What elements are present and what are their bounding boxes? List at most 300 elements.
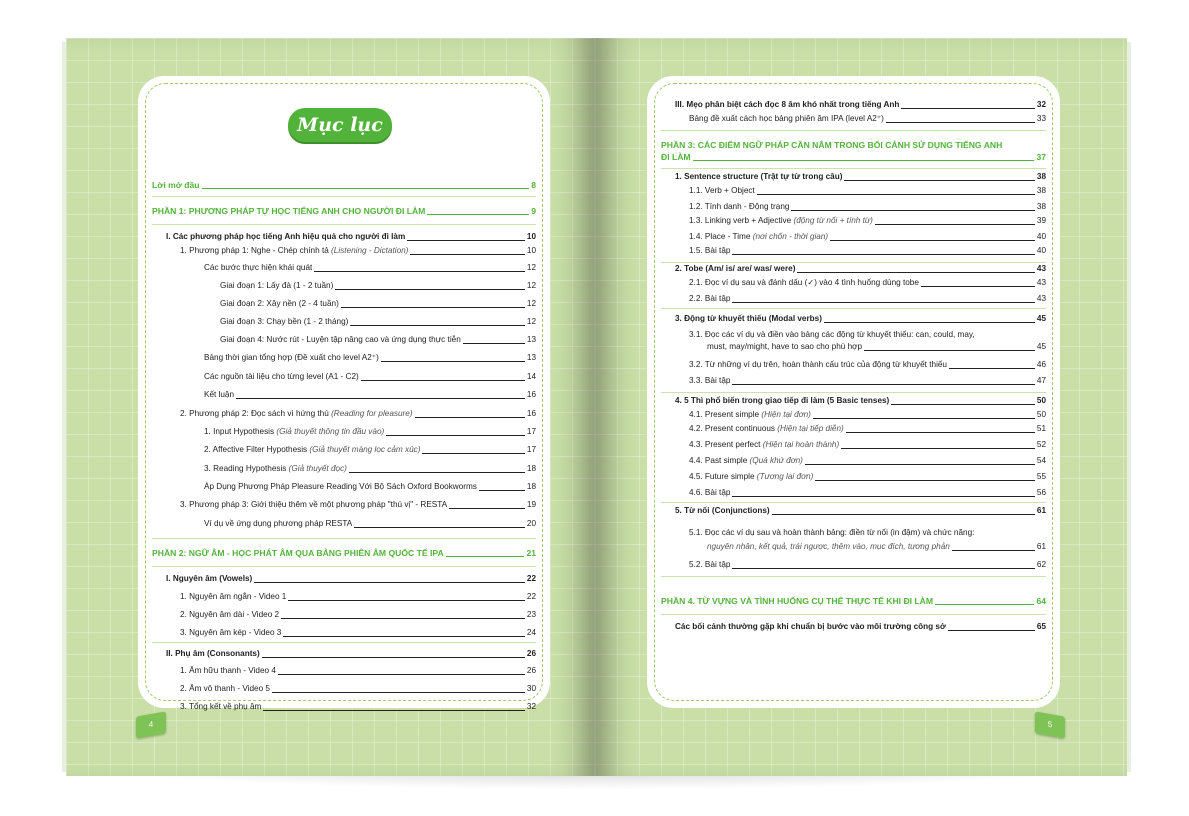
toc-entry-title [661, 140, 1002, 150]
toc-entry-text: III. Mẹo phân biệt cách đọc 8 âm khó nhất trong tiếng Anh [675, 100, 900, 109]
toc-entry-title [180, 409, 413, 419]
toc-page-number: 21 [526, 548, 536, 558]
toc-entry-title [689, 376, 730, 386]
toc-entry [152, 684, 536, 694]
toc-entry [661, 172, 1046, 182]
toc-leader-line [732, 568, 1034, 569]
toc-page-number: 62 [1036, 560, 1046, 569]
section-separator [661, 308, 1046, 309]
toc-entry-text: PHẦN 2: NGỮ ÂM - HỌC PHÁT ÂM QUA BẢNG PHIÊN ÂM QUỐC TẾ IPA [152, 548, 444, 558]
toc-entry-title [180, 246, 408, 256]
toc-entry-title [180, 702, 261, 712]
section-separator [661, 168, 1046, 169]
toc-entry-text: Giai đoạn 4: Nước rút - Luyện tập nâng cao và ứng dụng thực tiễn [220, 335, 461, 344]
toc-entry [152, 390, 536, 400]
toc-entry [661, 246, 1046, 256]
left-page-number: 4 [136, 711, 166, 738]
toc-entry [152, 500, 536, 510]
toc-entry-text: 3.1. Đọc các ví dụ và điền vào bảng các động từ khuyết thiếu: can, could, may, [689, 330, 975, 339]
toc-entry-text: Kết luận [204, 390, 235, 399]
toc-entry-text: ĐI LÀM [661, 152, 691, 162]
toc-entry-title [675, 264, 795, 274]
toc-entry-text: 2.2. Bài tập [689, 294, 731, 303]
toc-leader-line [341, 307, 525, 308]
toc-entry [661, 622, 1046, 632]
toc-leader-line [830, 240, 1035, 241]
toc-entry-translation: (động từ nối + tính từ) [791, 216, 873, 225]
toc-entry-title [204, 519, 352, 529]
toc-leader-line [314, 271, 525, 272]
toc-entry [661, 488, 1046, 498]
toc-entry [661, 472, 1046, 482]
toc-entry [152, 666, 536, 676]
toc-page-number: 13 [526, 353, 536, 362]
toc-entry-title [689, 440, 839, 450]
toc-entry [661, 186, 1046, 196]
toc-leader-line [262, 657, 525, 658]
section-separator [661, 614, 1046, 615]
toc-leader-line [446, 556, 525, 557]
toc-entry [152, 574, 536, 584]
toc-entry-translation: (Giả thuyết đọc) [286, 464, 347, 473]
toc-page-number: 19 [526, 500, 536, 509]
toc-entry [152, 299, 536, 309]
section-separator [152, 538, 536, 539]
toc-entry-translation: (Hiện tại tiếp diễn) [775, 424, 844, 433]
toc-page-number: 37 [1036, 152, 1046, 162]
toc-entry [661, 396, 1046, 406]
toc-entry-title [675, 314, 822, 324]
toc-page-number: 61 [1036, 506, 1046, 515]
toc-leader-line [361, 380, 525, 381]
right-toc-card [647, 76, 1060, 708]
toc-leader-line [263, 710, 525, 711]
toc-entry-title [180, 592, 286, 602]
toc-entry-title [689, 114, 884, 124]
toc-entry [661, 202, 1046, 212]
toc-page-number: 17 [526, 427, 536, 436]
toc-leader-line [732, 254, 1034, 255]
toc-entry-title [689, 294, 730, 304]
toc-leader-line [935, 604, 1034, 605]
toc-entry [661, 424, 1046, 434]
toc-entry-text: 1. Sentence structure (Trật tự từ trong câu) [675, 172, 843, 181]
toc-page-number: 40 [1036, 232, 1046, 241]
toc-page-number: 50 [1036, 410, 1046, 419]
toc-page-number: 26 [526, 649, 536, 658]
toc-page-number: 14 [526, 372, 536, 381]
toc-entry-text: 3. Reading Hypothesis [204, 464, 287, 473]
toc-entry [152, 246, 536, 256]
toc-entry-text: 2. Affective Filter Hypothesis [204, 445, 308, 454]
section-separator [661, 576, 1046, 577]
toc-entry-title [180, 500, 447, 510]
toc-leader-line [479, 490, 525, 491]
toc-leader-line [407, 240, 525, 241]
toc-entry [661, 152, 1046, 162]
toc-entry-translation: (Listening - Dictation) [328, 246, 409, 255]
toc-page-number: 12 [526, 317, 536, 326]
toc-entry-title [675, 622, 946, 632]
toc-leader-line [891, 404, 1035, 405]
toc-page-number: 18 [526, 482, 536, 491]
toc-entry [152, 263, 536, 273]
toc-entry-text: Lời mở đầu [152, 180, 200, 190]
toc-leader-line [354, 527, 525, 528]
right-page-number: 5 [1035, 711, 1065, 738]
toc-page-number: 13 [526, 335, 536, 344]
toc-entry-text: Bảng đề xuất cách học bảng phiên âm IPA (level A2⁺) [689, 114, 884, 123]
toc-page-number: 43 [1036, 264, 1046, 273]
section-separator [152, 224, 536, 225]
toc-leader-line [886, 122, 1035, 123]
toc-entry [152, 628, 536, 638]
toc-entry-title [166, 649, 260, 659]
toc-entry-text: 4.4. Past simple [689, 456, 748, 465]
toc-entry [152, 335, 536, 345]
toc-leader-line [732, 384, 1034, 385]
toc-page-number: 32 [526, 702, 536, 711]
section-separator [152, 196, 536, 197]
toc-leader-line [952, 550, 1035, 551]
toc-page-number: 23 [526, 610, 536, 619]
toc-entry-text: Giai đoạn 1: Lấy đà (1 - 2 tuần) [220, 281, 334, 290]
toc-page-number: 8 [531, 180, 536, 190]
section-separator [661, 262, 1046, 263]
toc-entry-text: 1. Phương pháp 1: Nghe - Chép chính tả [180, 246, 329, 255]
toc-title: Mục lục [288, 108, 392, 142]
toc-entry-translation: (Giả thuyết màng lọc cảm xúc) [307, 445, 421, 454]
toc-entry [661, 100, 1046, 110]
toc-entry-text: 4.1. Present simple [689, 410, 760, 419]
toc-leader-line [797, 272, 1034, 273]
toc-entry-text: 1. Input Hypothesis [204, 427, 275, 436]
toc-entry-title [220, 317, 348, 327]
toc-entry-title [689, 560, 730, 570]
toc-entry-text: 1.5. Bài tập [689, 246, 731, 255]
toc-leader-line [236, 398, 525, 399]
toc-entry-title [689, 456, 803, 466]
toc-leader-line [350, 325, 525, 326]
toc-page-number: 17 [526, 445, 536, 454]
toc-entry-text: 1.4. Place - Time [689, 232, 751, 241]
toc-page-number: 52 [1036, 440, 1046, 449]
toc-leader-line [422, 453, 524, 454]
toc-page-number: 40 [1036, 246, 1046, 255]
toc-entry-translation: (nơi chốn - thời gian) [750, 232, 829, 241]
toc-page-number: 43 [1036, 294, 1046, 303]
toc-entry-text: Giai đoạn 2: Xây nền (2 - 4 tuần) [220, 299, 339, 308]
toc-entry [661, 330, 1046, 340]
toc-entry-text: 3. Động từ khuyết thiếu (Modal verbs) [675, 314, 822, 323]
toc-leader-line [463, 343, 525, 344]
toc-entry-text: 5. Từ nối (Conjunctions) [675, 506, 770, 515]
toc-leader-line [386, 435, 525, 436]
toc-entry-title [675, 506, 770, 516]
toc-entry-title [689, 472, 813, 482]
toc-entry-title [661, 596, 933, 606]
toc-page-number: 33 [1036, 114, 1046, 123]
toc-entry-text: 4.5. Future simple [689, 472, 755, 481]
toc-entry-translation: (Hiện tại đơn) [759, 410, 811, 419]
right-page [595, 38, 1127, 776]
toc-entry-text: PHẦN 4. TỪ VỰNG VÀ TÌNH HUỐNG CỤ THỂ THỰC TẾ KHI ĐI LÀM [661, 596, 934, 606]
toc-entry [152, 464, 536, 474]
toc-entry-title [152, 206, 425, 216]
toc-leader-line [349, 472, 525, 473]
toc-entry [152, 649, 536, 659]
toc-entry-title [689, 424, 844, 434]
toc-entry-text: Ví dụ về ứng dụng phương pháp RESTA [204, 519, 353, 528]
section-separator [661, 130, 1046, 131]
toc-entry-text: 4.2. Present continuous [689, 424, 776, 433]
toc-entry-title [220, 299, 339, 309]
toc-leader-line [732, 496, 1034, 497]
toc-leader-line [948, 630, 1035, 631]
toc-entry-title [689, 410, 811, 420]
toc-entry-text: 3. Tổng kết về phụ âm [180, 702, 262, 711]
toc-leader-line [381, 361, 525, 362]
toc-entry [661, 528, 1046, 538]
toc-leader-line [805, 464, 1035, 465]
toc-entry-title [204, 390, 234, 400]
toc-entry [661, 264, 1046, 274]
toc-leader-line [921, 286, 1035, 287]
toc-leader-line [901, 108, 1034, 109]
toc-entry-title [152, 180, 200, 190]
toc-leader-line [254, 582, 525, 583]
toc-page-number: 47 [1036, 376, 1046, 385]
toc-leader-line [281, 618, 525, 619]
toc-entry [152, 206, 536, 216]
toc-entry [152, 317, 536, 327]
toc-page-number: 22 [526, 592, 536, 601]
toc-entry-text: must, may/might, have to sao cho phù hợp [707, 342, 863, 351]
toc-entry-title [204, 482, 477, 492]
toc-page-number: 12 [526, 281, 536, 290]
toc-entry-title [707, 342, 862, 352]
toc-entry-title [689, 232, 828, 242]
toc-leader-line [813, 418, 1035, 419]
toc-entry-title [180, 684, 270, 694]
section-separator [152, 566, 536, 567]
toc-leader-line [824, 322, 1035, 323]
toc-page-number: 45 [1036, 342, 1046, 351]
toc-entry-title [204, 427, 384, 437]
toc-entry [152, 427, 536, 437]
toc-leader-line [846, 432, 1035, 433]
toc-page-number: 12 [526, 263, 536, 272]
toc-leader-line [844, 180, 1034, 181]
toc-entry-text: 4.6. Bài tập [689, 488, 731, 497]
toc-entry-text: 3. Phương pháp 3: Giới thiệu thêm về một phương pháp "thú vị" - RESTA [180, 500, 448, 509]
toc-entry-title [689, 186, 755, 196]
toc-entry [661, 278, 1046, 288]
toc-entry [152, 372, 536, 382]
toc-page-number: 12 [526, 299, 536, 308]
toc-entry [661, 456, 1046, 466]
toc-entry-text: 1.1. Verb + Object [689, 186, 755, 195]
toc-entry-translation: (Hiện tại hoàn thành) [760, 440, 840, 449]
toc-entry [152, 482, 536, 492]
toc-entry-text: 4. 5 Thì phổ biến trong giao tiếp đi làm (5 Basic tenses) [675, 396, 890, 405]
toc-entry [152, 281, 536, 291]
toc-entry-text: Áp Dụng Phương Pháp Pleasure Reading Với Bộ Sách Oxford Bookworms [204, 482, 477, 491]
toc-entry [152, 353, 536, 363]
toc-entry-title [152, 548, 444, 558]
toc-page-number: 38 [1036, 202, 1046, 211]
toc-leader-line [283, 636, 525, 637]
toc-entry-title [689, 246, 730, 256]
toc-entry-text: 5.2. Bài tập [689, 560, 731, 569]
toc-leader-line [841, 448, 1035, 449]
toc-entry [661, 376, 1046, 386]
toc-page-number: 10 [526, 246, 536, 255]
toc-leader-line [732, 302, 1034, 303]
toc-entry-text: 1. Âm hữu thanh - Video 4 [180, 666, 276, 675]
toc-page-number: 16 [526, 390, 536, 399]
toc-page-number: 32 [1036, 100, 1046, 109]
toc-entry [661, 140, 1046, 150]
toc-entry [661, 410, 1046, 420]
toc-entry-text: Các bối cảnh thường gặp khi chuẩn bị bước vào môi trường công sở [675, 622, 946, 631]
toc-page-number: 43 [1036, 278, 1046, 287]
toc-page-number: 38 [1036, 172, 1046, 181]
toc-page-number: 54 [1036, 456, 1046, 465]
section-separator [152, 642, 536, 643]
toc-leader-line [815, 480, 1035, 481]
toc-entry [661, 506, 1046, 516]
toc-page-number: 55 [1036, 472, 1046, 481]
toc-entry [152, 702, 536, 712]
toc-entry-text: PHẦN 1: PHƯƠNG PHÁP TỰ HỌC TIẾNG ANH CHO NGƯỜI ĐI LÀM [152, 206, 426, 216]
toc-entry-title [166, 232, 405, 242]
toc-entry-title [204, 464, 347, 474]
left-page [66, 38, 595, 776]
section-separator [661, 392, 1046, 393]
toc-entry-text: 3.3. Bài tập [689, 376, 731, 385]
section-separator [661, 502, 1046, 503]
toc-page-number: 9 [531, 206, 536, 216]
toc-entry-text: 2. Nguyên âm dài - Video 2 [180, 610, 280, 619]
toc-page-number: 20 [526, 519, 536, 528]
toc-entry-text: 5.1. Đọc các ví dụ sau và hoàn thành bảng: điền từ nối (in đậm) và chức năng: [689, 528, 975, 537]
toc-entry-text: 4.3. Present perfect [689, 440, 761, 449]
toc-entry-text: 1.2. Tính danh - Động trạng [689, 202, 790, 211]
toc-entry-text: 2. Âm vô thanh - Video 5 [180, 684, 270, 693]
toc-entry-title [204, 372, 359, 382]
toc-entry-title [675, 396, 889, 406]
toc-page-number: 22 [526, 574, 536, 583]
toc-leader-line [415, 417, 525, 418]
toc-entry-title [675, 172, 842, 182]
toc-leader-line [449, 508, 525, 509]
toc-entry-title [180, 628, 281, 638]
toc-entry-text: Bảng thời gian tổng hợp (Đề xuất cho level A2⁺) [204, 353, 379, 362]
toc-page-number: 30 [526, 684, 536, 693]
toc-page-number: 24 [526, 628, 536, 637]
toc-page-number: 18 [526, 464, 536, 473]
toc-page-number: 16 [526, 409, 536, 418]
toc-page-number: 38 [1036, 186, 1046, 195]
toc-entry [661, 542, 1046, 552]
toc-entry [152, 610, 536, 620]
toc-page-number: 51 [1036, 424, 1046, 433]
toc-entry-title [689, 216, 873, 226]
toc-entry-title [220, 281, 333, 291]
toc-entry [152, 180, 536, 190]
toc-entry-text: 3.2. Từ những ví dụ trên, hoàn thành cấu trúc của động từ khuyết thiếu [689, 360, 947, 369]
toc-entry [661, 360, 1046, 370]
toc-page-number: 39 [1036, 216, 1046, 225]
toc-entry-text: 1.3. Linking verb + Adjective [689, 216, 792, 225]
toc-leader-line [288, 600, 525, 601]
toc-entry-text: Giai đoạn 3: Chạy bền (1 - 2 tháng) [220, 317, 349, 326]
toc-entry-title [707, 542, 950, 552]
toc-entry [661, 216, 1046, 226]
toc-entry-title [180, 610, 279, 620]
toc-entry-text: Các bước thực hiện khái quát [204, 263, 313, 272]
toc-leader-line [772, 514, 1035, 515]
toc-entry-title [204, 263, 312, 273]
toc-page-number: 64 [1036, 596, 1046, 606]
toc-entry [152, 519, 536, 529]
toc-entry [152, 232, 536, 242]
toc-entry-title [661, 152, 691, 162]
toc-leader-line [875, 224, 1035, 225]
toc-leader-line [427, 214, 529, 215]
toc-page-number: 26 [526, 666, 536, 675]
toc-entry-translation: (Giả thuyết thông tin đầu vào) [274, 427, 385, 436]
toc-entry-translation: nguyên nhân, kết quả, trái ngược, thêm vào, mục đích, tương phản [707, 542, 950, 551]
toc-leader-line [278, 674, 525, 675]
toc-leader-line [272, 692, 525, 693]
toc-entry [152, 409, 536, 419]
toc-leader-line [757, 194, 1035, 195]
toc-entry-title [689, 360, 947, 370]
toc-leader-line [949, 368, 1035, 369]
toc-entry [661, 232, 1046, 242]
toc-entry-text: PHẦN 3: CÁC ĐIỂM NGỮ PHÁP CẦN NẮM TRONG BỐI CẢNH SỬ DỤNG TIẾNG ANH [661, 140, 1003, 150]
toc-entry-text: 3. Nguyên âm kép - Video 3 [180, 628, 282, 637]
toc-entry [152, 592, 536, 602]
toc-leader-line [693, 160, 1035, 161]
toc-entry-text: Các nguồn tài liệu cho từng level (A1 - C2) [204, 372, 359, 381]
toc-entry-text: 2. Phương pháp 2: Đọc sách vì hứng thú [180, 409, 329, 418]
toc-page-number: 46 [1036, 360, 1046, 369]
toc-entry-text: 1. Nguyên âm ngắn - Video 1 [180, 592, 287, 601]
toc-entry-title [689, 202, 789, 212]
toc-entry [152, 548, 536, 558]
toc-page-number: 56 [1036, 488, 1046, 497]
left-toc-card [138, 76, 550, 711]
toc-page-number: 50 [1036, 396, 1046, 405]
toc-entry [661, 596, 1046, 606]
toc-entry-title [689, 278, 919, 288]
toc-entry [661, 314, 1046, 324]
toc-entry-text: 2.1. Đọc ví dụ sau và đánh dấu (✓) vào 4 tình huống dùng tobe [689, 278, 919, 287]
toc-entry [661, 342, 1046, 352]
toc-entry-title [166, 574, 252, 584]
toc-entry-title [180, 666, 276, 676]
toc-page-number: 61 [1036, 542, 1046, 551]
toc-leader-line [335, 289, 525, 290]
toc-entry [661, 294, 1046, 304]
toc-entry-title [675, 100, 899, 110]
toc-entry [661, 114, 1046, 124]
toc-entry-translation: (Tương lai đơn) [754, 472, 814, 481]
toc-page-number: 45 [1036, 314, 1046, 323]
